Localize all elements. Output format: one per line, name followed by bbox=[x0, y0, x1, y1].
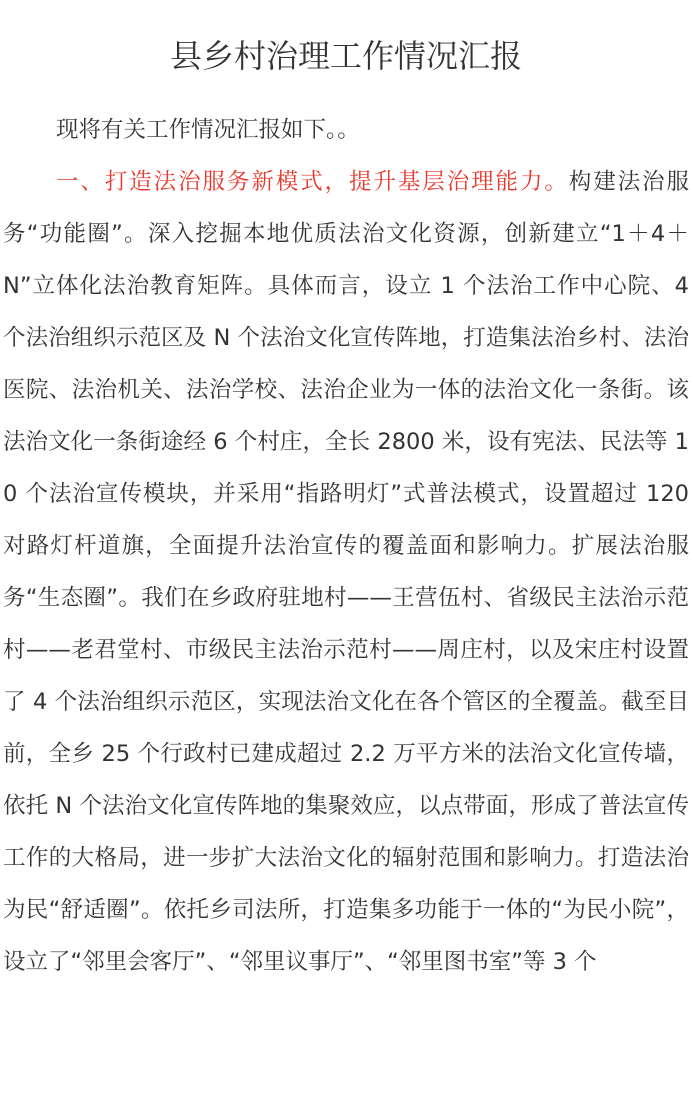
section-1-paragraph bbox=[3, 156, 689, 988]
document-title: 县乡村治理工作情况汇报 bbox=[169, 37, 522, 75]
section-1-heading: 一、打造法治服务新模式，提升基层治理能力。 bbox=[56, 169, 569, 195]
intro-paragraph: 现将有关工作情况汇报如下。。 bbox=[56, 117, 360, 143]
section-1-body: 构建法治服务“功能圈”。深入挖掘本地优质法治文化资源，创新建立“1＋4＋N”立体化法治教育矩阵。具体而言，设立 1 个法治工作中心院、4 个法治组织示范区及 N 个法治文化宣传阵地，打造集法治乡村、法治医院、法治机关、法治学校、法治企业为一体的法治文化一条街。该法治文化一条街途经 6 个村庄，全长 2800 米，设有宪法、民法等 10 个法治宣传模块，并采用“指路明灯”式普法模式，设置超过 120 对路灯杆道旗，全面提升法治宣传的覆盖面和影响力。扩展法治服务“生态圈”。我们在乡政府驻地村——王营伍村、省级民主法治示范村——老君堂村、市级民主法治示范村——周庄村，以及宋庄村设置了 4 个法治组织示范区，实现法治文化在各个管区的全覆盖。截至目前，全乡 25 个行政村已建成超过 2.2 万平方米的法治文化宣传墙，依托 N 个法治文化宣传阵地的集聚效应，以点带面，形成了普法宣传工作的大格局，进一步扩大法治文化的辐射范围和影响力。打造法治为民“舒适圈”。依托乡司法所，打造集多功能于一体的“为民小院”，设立了“邻里会客厅”、“邻里议事厅”、“邻里图书室”等 3 个 bbox=[3, 169, 689, 975]
